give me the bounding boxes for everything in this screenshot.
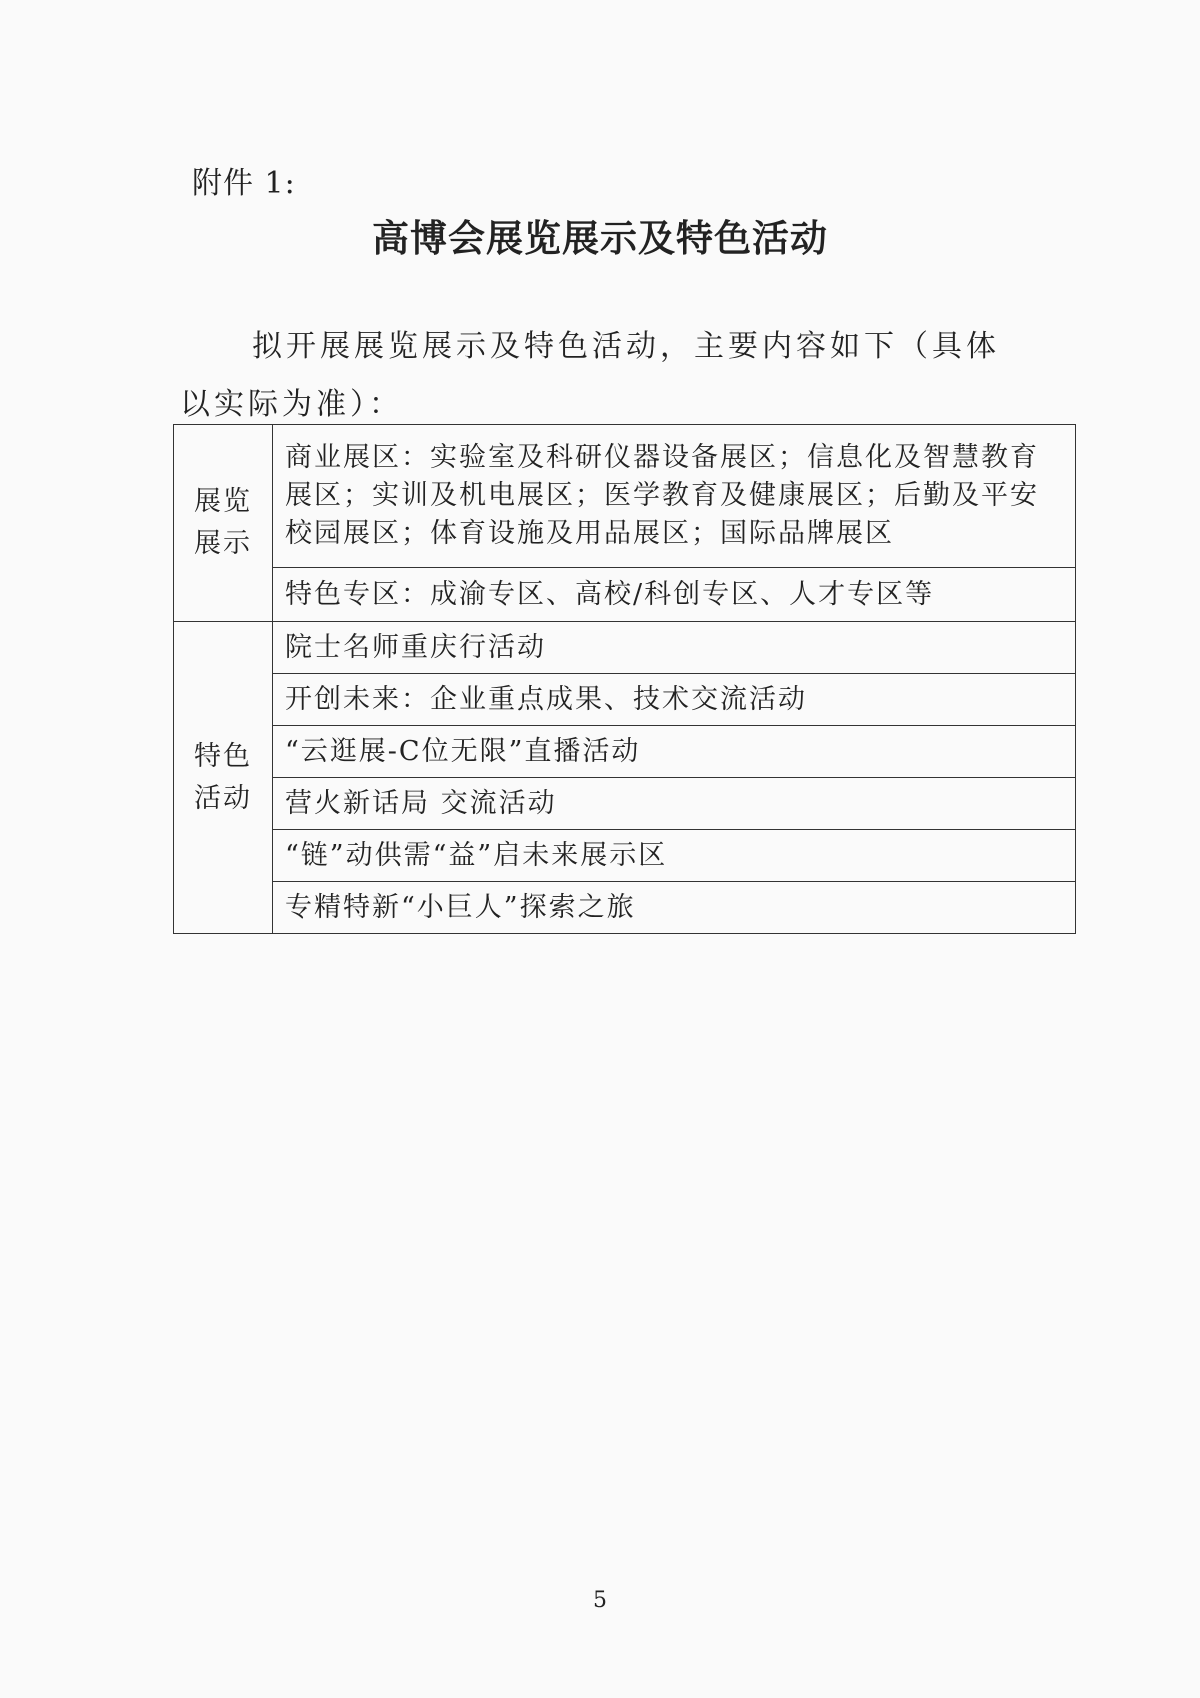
table-row xyxy=(174,778,1076,830)
table-row xyxy=(174,568,1076,622)
document-title: 高博会展览展示及特色活动 xyxy=(372,216,828,260)
intro-paragraph: 拟开展展览展示及特色活动，主要内容如下（具体以实际为准）： xyxy=(180,329,1000,422)
activity-item: 营火新话局 交流活动 xyxy=(273,778,1076,830)
table-row xyxy=(174,830,1076,882)
activity-item: 开创未来：企业重点成果、技术交流活动 xyxy=(273,674,1076,726)
attachment-label: 附件 1: xyxy=(192,166,296,201)
category-cell-exhibition xyxy=(174,425,273,622)
item-special-zones: 特色专区：成渝专区、高校/科创专区、人才专区等 xyxy=(273,568,1076,622)
page-number: 5 xyxy=(593,1588,607,1613)
table-row xyxy=(174,425,1076,568)
exhibition-activities-table xyxy=(173,424,1076,934)
category-cell-activities xyxy=(174,622,273,934)
activity-item: “链”动供需“益”启未来展示区 xyxy=(273,830,1076,882)
activity-item: 专精特新“小巨人”探索之旅 xyxy=(273,882,1076,934)
table-row xyxy=(174,726,1076,778)
activity-item: “云逛展-C位无限”直播活动 xyxy=(273,726,1076,778)
activity-item: 院士名师重庆行活动 xyxy=(273,622,1076,674)
table-row xyxy=(174,622,1076,674)
category-label: 特色 xyxy=(194,740,252,772)
table-row xyxy=(174,674,1076,726)
category-label: 活动 xyxy=(194,782,252,814)
table-row xyxy=(174,882,1076,934)
category-label: 展示 xyxy=(194,528,252,559)
category-label: 展览 xyxy=(194,486,252,517)
item-commercial-zones: 商业展区：实验室及科研仪器设备展区；信息化及智慧教育展区；实训及机电展区；医学教育及健康展区；后勤及平安校园展区；体育设施及用品展区；国际品牌展区 xyxy=(273,425,1076,568)
